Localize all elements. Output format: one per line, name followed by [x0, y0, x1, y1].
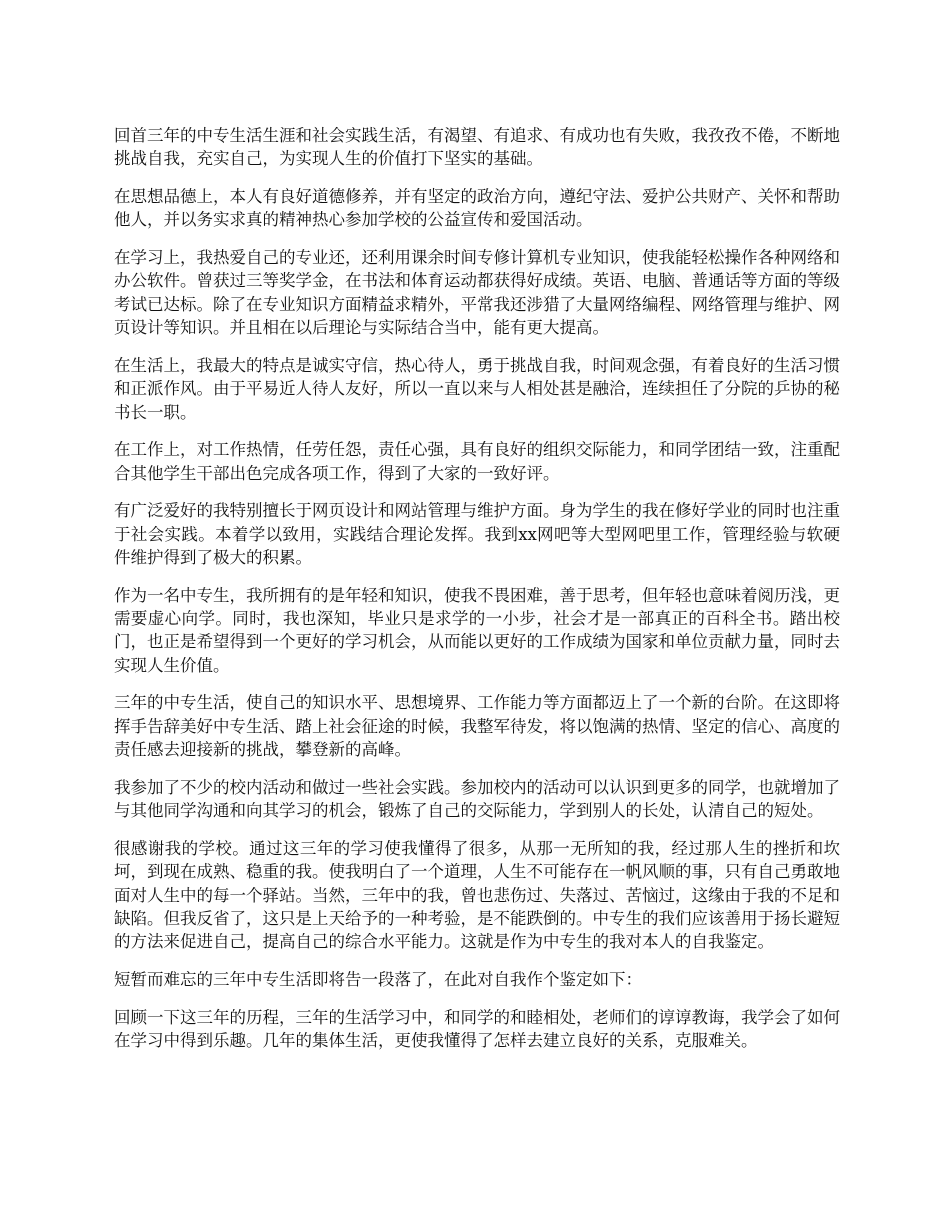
paragraph-2: 在思想品德上，本人有良好道德修养，并有坚定的政治方向，遵纪守法、爱护公共财产、关怀和帮助他人，并以务实求真的精神热心参加学校的公益宣传和爱国活动。 — [114, 187, 840, 230]
paragraph-6: 有广泛爱好的我特别擅长于网页设计和网站管理与维护方面。身为学生的我在修好学业的同时也注重于社会实践。本着学以致用，实践结合理论发挥。我到xx网吧等大型网吧里工作，管理经验与软硬件维护得到了极大的积累。 — [114, 501, 840, 568]
paragraph-4: 在生活上，我最大的特点是诚实守信，热心待人，勇于挑战自我，时间观念强，有着良好的生活习惯和正派作风。由于平易近人待人友好，所以一直以来与人相处甚是融洽，连续担任了分院的乒协的秘书长一职。 — [114, 355, 840, 422]
paragraph-9: 我参加了不少的校内活动和做过一些社会实践。参加校内的活动可以认识到更多的同学，也就增加了与其他同学沟通和向其学习的机会，锻炼了自己的交际能力，学到别人的长处，认清自己的短处。 — [114, 777, 840, 821]
document-body — [114, 124, 840, 1067]
paragraph-1: 回首三年的中专生活生涯和社会实践生活，有渴望、有追求、有成功也有失败，我孜孜不倦，不断地挑战自我，充实自己，为实现人生的价值打下坚实的基础。 — [114, 126, 840, 169]
paragraph-11: 短暂而难忘的三年中专生活即将告一段落了，在此对自我作个鉴定如下： — [114, 970, 642, 990]
paragraph-5: 在工作上，对工作热情，任劳任怨，责任心强，具有良好的组织交际能力，和同学团结一致，注重配合其他学生干部出色完成各项工作，得到了大家的一致好评。 — [114, 440, 840, 483]
paragraph-7: 作为一名中专生，我所拥有的是年轻和知识，使我不畏困难，善于思考，但年轻也意味着阅历浅，更需要虚心向学。同时，我也深知，毕业只是求学的一小步，社会才是一部真正的百科全书。踏出校门，也正是希望得到一个更好的学习机会，从而能以更好的工作成绩为国家和单位贡献力量，同时去实现人生价值。 — [114, 585, 840, 675]
paragraph-8: 三年的中专生活，使自己的知识水平、思想境界、工作能力等方面都迈上了一个新的台阶。在这即将挥手告辞美好中专生活、踏上社会征途的时候，我整军待发，将以饱满的热情、坚定的信心、高度的责任感去迎接新的挑战，攀登新的高峰。 — [114, 693, 840, 760]
paragraph-12: 回顾一下这三年的历程，三年的生活学习中，和同学的和睦相处，老师们的谆谆教诲，我学会了如何在学习中得到乐趣。几年的集体生活，更使我懂得了怎样去建立良好的关系，克服难关。 — [114, 1007, 840, 1051]
paragraph-3: 在学习上，我热爱自己的专业还，还利用课余时间专修计算机专业知识，使我能轻松操作各种网络和办公软件。曾获过三等奖学金，在书法和体育运动都获得好成绩。英语、电脑、普通话等方面的等级考试已达标。除了在专业知识方面精益求精外，平常我还涉猎了大量网络编程、网络管理与维护、网页设计等知识。并且相在以后理论与实际结合当中，能有更大提高。 — [114, 248, 840, 338]
paragraph-10: 很感谢我的学校。通过这三年的学习使我懂得了很多，从那一无所知的我，经过那人生的挫折和坎坷，到现在成熟、稳重的我。使我明白了一个道理，人生不可能存在一帆风顺的事，只有自己勇敢地面对人生中的每一个驿站。当然，三年中的我，曾也悲伤过、失落过、苦恼过，这缘由于我的不足和缺陷。但我反省了，这只是上天给予的一种考验，是不能跌倒的。中专生的我们应该善用于扬长避短的方法来促进自己，提高自己的综合水平能力。这就是作为中专生的我对本人的自我鉴定。 — [114, 838, 840, 952]
